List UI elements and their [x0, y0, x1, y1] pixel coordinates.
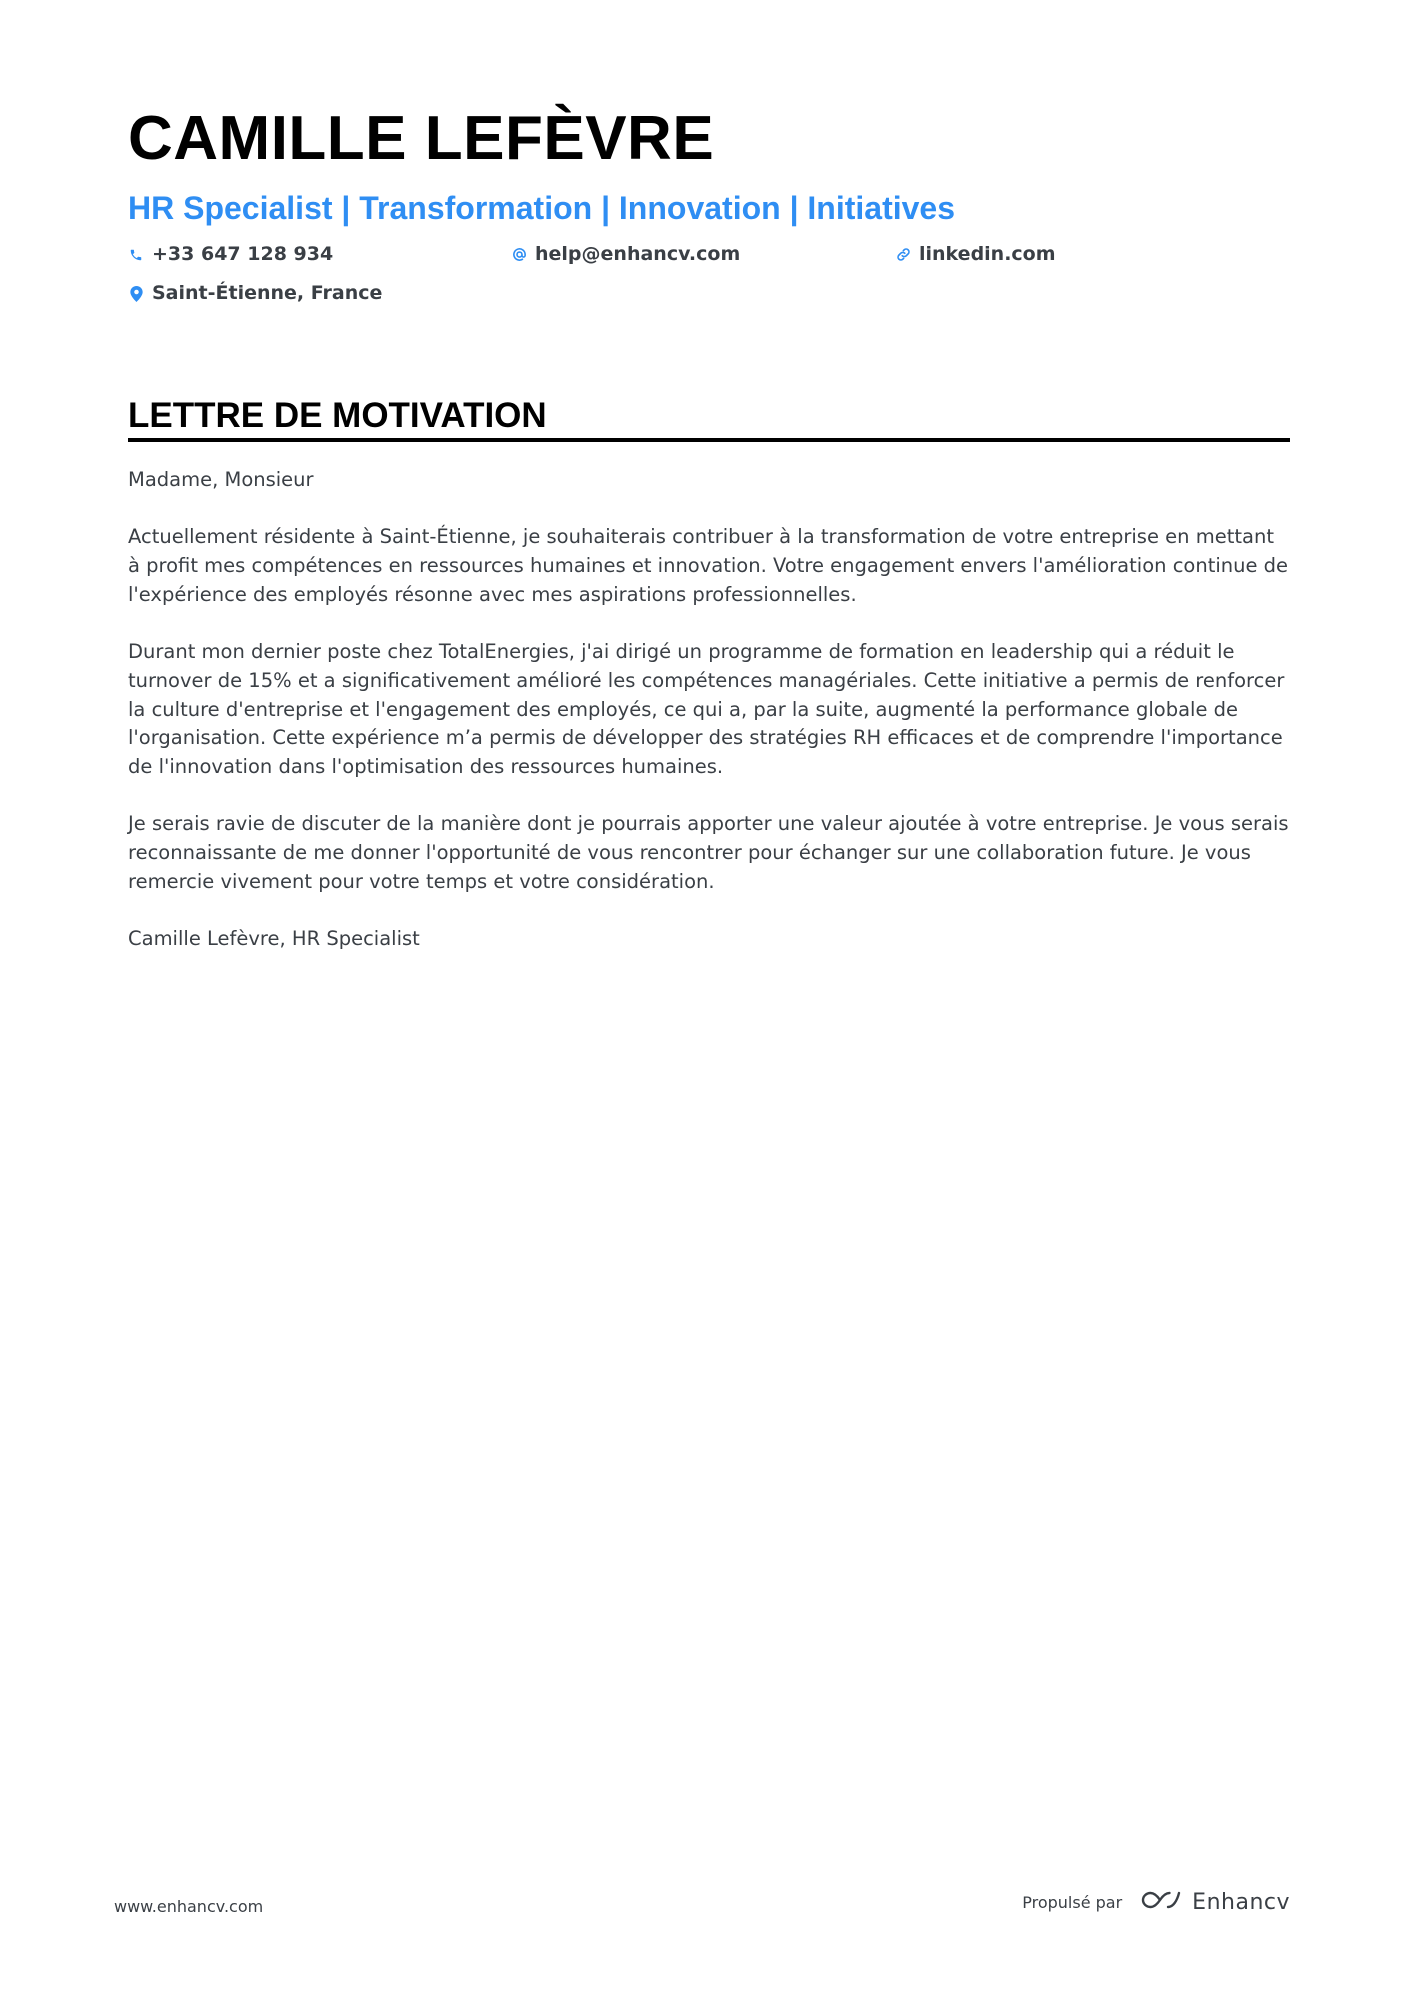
linkedin-text[interactable]: linkedin.com [919, 243, 1056, 265]
contact-email[interactable] [511, 245, 740, 264]
contact-linkedin[interactable] [895, 245, 1056, 264]
section-divider [128, 438, 1290, 442]
phone-icon [128, 247, 144, 263]
location-text: Saint-Étienne, France [152, 282, 383, 304]
candidate-headline: HR Specialist | Transformation | Innovation | Initiatives [128, 190, 956, 226]
enhancv-logo[interactable] [1140, 1889, 1290, 1916]
footer-branding [1022, 1889, 1290, 1916]
contact-phone [128, 245, 333, 264]
phone-text: +33 647 128 934 [152, 243, 334, 265]
at-icon [511, 247, 527, 263]
letter-paragraph: Actuellement résidente à Saint-Étienne, je souhaiterais contribuer à la transformation de votre entreprise en mettant à profit mes compétences en ressources humaines et innovation. Votre engagement envers l'amélioration continue de l'expérience des employés résonne avec mes aspirations professionnelles. [128, 525, 1289, 606]
link-icon [895, 247, 911, 263]
email-text[interactable]: help@enhancv.com [535, 243, 741, 265]
powered-by-label: Propulsé par [1022, 1893, 1123, 1912]
map-pin-icon [128, 286, 144, 302]
infinity-logo-icon [1140, 1889, 1182, 1916]
letter-paragraph: Durant mon dernier poste chez TotalEnergies, j'ai dirigé un programme de formation en leadership qui a réduit le turnover de 15% et a significativement amélioré les compétences managériales. Cette initiative a permis de renforcer la culture d'entreprise et l'engagement des employés, ce qui a, par la suite, augmenté la performance globale de l'organisation. Cette expérience m’a permis de développer des stratégies RH efficaces et de comprendre l'importance de l'innovation dans l'optimisation des ressources humaines. [128, 640, 1285, 778]
candidate-name: CAMILLE LEFÈVRE [128, 104, 715, 173]
section-title: LETTRE DE MOTIVATION [128, 396, 547, 435]
letter-salutation: Madame, Monsieur [128, 468, 314, 491]
letter-body [128, 466, 1290, 983]
letter-paragraph: Je serais ravie de discuter de la manière dont je pourrais apporter une valeur ajoutée à votre entreprise. Je vous serais reconnaissante de me donner l'opportunité de vous rencontrer pour échanger sur une collaboration future. Je vous remercie vivement pour votre temps et votre considération. [128, 812, 1289, 893]
letter-signature: Camille Lefèvre, HR Specialist [128, 927, 420, 951]
brand-name: Enhancv [1192, 1890, 1290, 1915]
contact-location [128, 284, 382, 303]
footer-url[interactable]: www.enhancv.com [114, 1897, 264, 1916]
